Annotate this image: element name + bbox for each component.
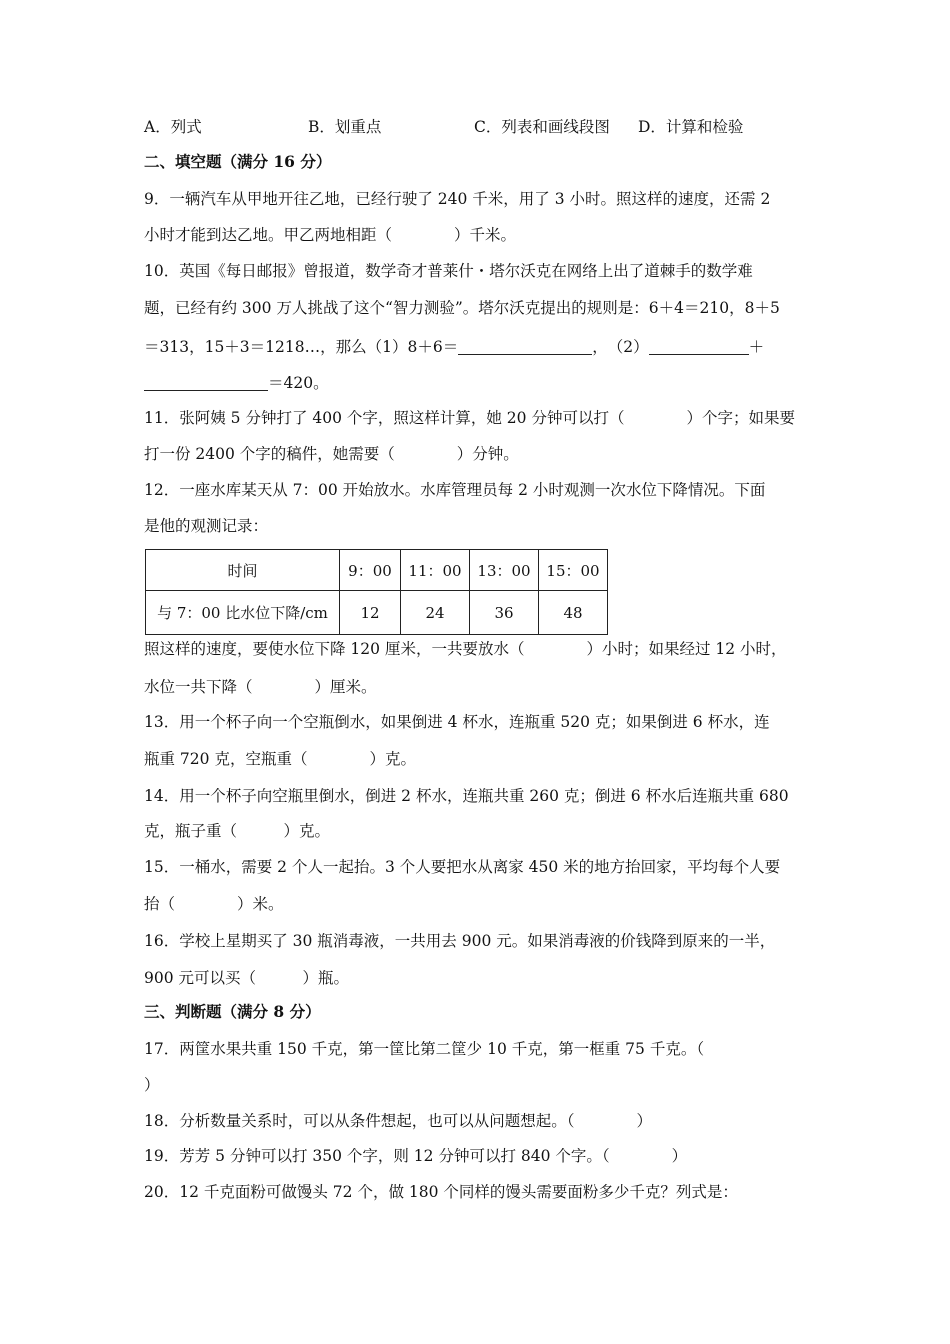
q16-line2: 900 元可以买（ ）瓶。: [144, 969, 350, 987]
q16-line1: 16．学校上星期买了 30 瓶消毒液，一共用去 900 元。如果消毒液的价钱降到原来的一半，: [144, 932, 776, 950]
table-value-cell: 36: [470, 591, 539, 635]
q14-line1: 14．用一个杯子向空瓶里倒水，倒进 2 杯水，连瓶共重 260 克；倒进 6 杯水后连瓶共重 680: [144, 787, 789, 805]
q9-line1: 9．一辆汽车从甲地开往乙地，已经行驶了 240 千米，用了 3 小时。照这样的速度，还需 2: [144, 190, 771, 208]
table-time-cell: 13：00: [470, 550, 539, 591]
q10-line3-part-a: ＝313，15＋3＝1218…，那么（1）8＋6＝: [144, 338, 459, 356]
q17-line1: 17．两筐水果共重 150 千克，第一筐比第二筐少 10 千克，第一框重 75 千克。（: [144, 1040, 705, 1058]
table-time-cell: 15：00: [539, 550, 608, 591]
q13-line1: 13．用一个杯子向一个空瓶倒水，如果倒进 4 杯水，连瓶重 520 克；如果倒进 6 杯水，连: [144, 713, 770, 731]
section-title-fill-blank: 二、填空题（满分 16 分）: [144, 152, 332, 171]
option-b: B．划重点: [308, 118, 382, 136]
table-row-label: 与 7：00 比水位下降/cm: [146, 591, 340, 635]
q10-line4: [144, 372, 814, 394]
option-c: C．列表和画线段图: [474, 118, 610, 136]
q13-line2: 瓶重 720 克，空瓶重（ ）克。: [144, 750, 416, 768]
q10-line4-part-b: ＝420。: [268, 374, 329, 392]
q15-line1: 15．一桶水，需要 2 个人一起抬。3 个人要把水从离家 450 米的地方抬回家，平均每个人要: [144, 858, 781, 876]
table-header-label: 时间: [146, 550, 340, 591]
q10-line2: 题，已经有约 300 万人挑战了这个“智力测验”。塔尔沃克提出的规则是：6＋4＝210，8＋5: [144, 299, 780, 317]
table-value-cell: 48: [539, 591, 608, 635]
table-time-cell: 11：00: [401, 550, 470, 591]
table-value-row: [146, 591, 608, 635]
q17-line2: ）: [144, 1076, 160, 1094]
q12-line4: 水位一共下降（ ）厘米。: [144, 678, 377, 696]
table-value-cell: 24: [401, 591, 470, 635]
q18-line1: 18．分析数量关系时，可以从条件想起，也可以从问题想起。（ ）: [144, 1112, 652, 1130]
q12-line3: 照这样的速度，要使水位下降 120 厘米，一共要放水（ ）小时；如果经过 12 小时，: [144, 640, 787, 658]
q15-line2: 抬（ ）米。: [144, 895, 284, 913]
q11-line1: 11．张阿姨 5 分钟打了 400 个字，照这样计算，她 20 分钟可以打（ ）个字；如果要: [144, 409, 795, 427]
q10-line1: 10．英国《每日邮报》曾报道，数学奇才普莱什・塔尔沃克在网络上出了道棘手的数学难: [144, 262, 753, 280]
option-d: D．计算和检验: [638, 118, 744, 136]
q10-line3-part-c: ＋: [748, 338, 765, 356]
q14-line2: 克，瓶子重（ ）克。: [144, 822, 331, 840]
q19-line1: 19．芳芳 5 分钟可以打 350 个字，则 12 分钟可以打 840 个字。（ ）: [144, 1147, 688, 1165]
q12-line1: 12．一座水库某天从 7：00 开始放水。水库管理员每 2 小时观测一次水位下降情况。下面: [144, 481, 766, 499]
table-value-cell: 12: [340, 591, 401, 635]
q9-line2: 小时才能到达乙地。甲乙两地相距（ ）千米。: [144, 226, 517, 244]
answer-blank: [649, 338, 749, 355]
answer-blank: [458, 338, 592, 355]
q12-line2: 是他的观测记录：: [144, 517, 269, 535]
q20-line1: 20．12 千克面粉可做馒头 72 个，做 180 个同样的馒头需要面粉多少千克？列式是：: [144, 1183, 738, 1201]
table-header-row: [146, 550, 608, 591]
option-a: A．列式: [144, 118, 202, 136]
observation-table: [145, 549, 608, 635]
q11-line2: 打一份 2400 个字的稿件，她需要（ ）分钟。: [144, 445, 519, 463]
answer-blank: [144, 374, 268, 391]
q10-line3-part-b: ， （2）: [592, 338, 649, 356]
section-title-true-false: 三、判断题（满分 8 分）: [144, 1002, 321, 1021]
q10-line3: [144, 336, 814, 358]
table-time-cell: 9：00: [340, 550, 401, 591]
